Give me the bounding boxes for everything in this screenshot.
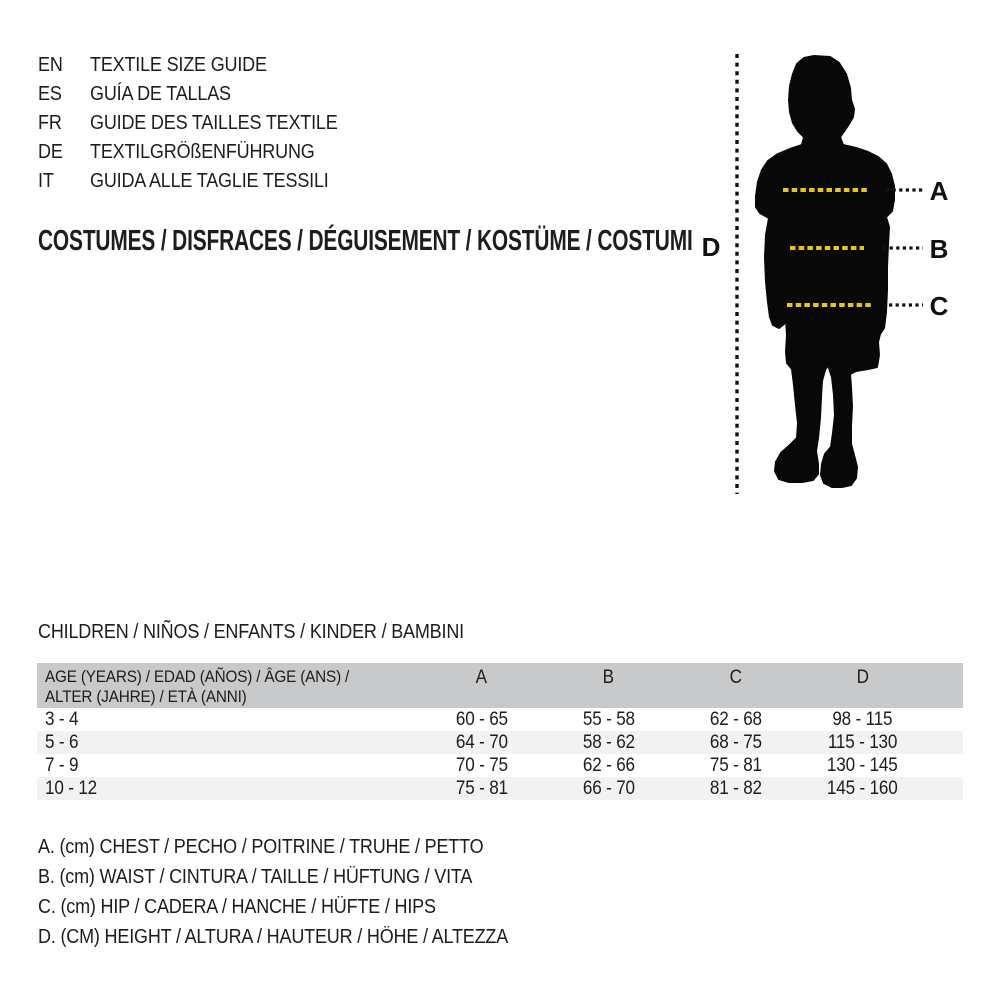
hip-cell — [672, 732, 799, 754]
chest-value: 75 - 81 — [455, 777, 508, 799]
waist-cell — [545, 732, 672, 754]
legend-item-waist-text: B. (cm) WAIST / CINTURA / TAILLE / HÜFTUNG / VITA — [38, 866, 473, 888]
language-title: TEXTILGRÖßENFÜHRUNG — [90, 141, 315, 163]
height-value: 115 - 130 — [827, 731, 898, 753]
category-title-text: COSTUMES / DISFRACES / DÉGUISEMENT / KOSTÜME / COSTUMI — [38, 225, 693, 257]
column-header-c — [672, 667, 799, 708]
table-row — [37, 754, 963, 777]
chest-value: 70 - 75 — [455, 754, 508, 776]
child-measurement-figure — [690, 30, 990, 510]
legend-item-height — [38, 922, 560, 952]
height-cell — [799, 732, 926, 754]
chest-cell — [418, 755, 545, 777]
language-row — [38, 51, 365, 80]
age-value: 10 - 12 — [45, 777, 97, 799]
table-section-title — [38, 621, 511, 644]
language-row — [38, 80, 365, 109]
language-title-list — [38, 51, 365, 196]
height-value: 130 - 145 — [827, 754, 898, 776]
legend-item-hip — [38, 892, 560, 922]
waist-value: 58 - 62 — [582, 731, 635, 753]
hip-value: 62 - 68 — [709, 708, 762, 730]
measure-label-c: C — [929, 291, 949, 321]
language-title: TEXTILE SIZE GUIDE — [90, 54, 267, 76]
chest-cell — [418, 778, 545, 800]
measurement-legend — [38, 832, 560, 952]
language-code: ES — [38, 83, 62, 105]
column-header-a-text: A — [475, 667, 488, 688]
language-code: DE — [38, 141, 63, 163]
hip-value: 81 - 82 — [709, 777, 762, 799]
language-code: EN — [38, 54, 63, 76]
column-header-b-text: B — [602, 667, 615, 688]
column-header-c-text: C — [729, 667, 742, 688]
age-cell — [37, 732, 418, 754]
children-size-table — [37, 663, 963, 800]
chest-cell — [418, 732, 545, 754]
column-header-a — [418, 667, 545, 708]
waist-value: 55 - 58 — [582, 708, 635, 730]
height-value: 98 - 115 — [832, 708, 893, 730]
age-column-header-line1: AGE (YEARS) / EDAD (AÑOS) / ÂGE (ANS) / — [45, 667, 350, 686]
age-column-header-line2: ALTER (JAHRE) / ETÀ (ANNI) — [45, 687, 247, 706]
hip-cell — [672, 709, 799, 731]
measure-label-d: D — [701, 232, 721, 262]
age-value: 3 - 4 — [45, 708, 79, 730]
column-header-d — [799, 667, 926, 708]
age-cell — [37, 709, 418, 731]
table-row — [37, 731, 963, 754]
legend-item-height-text: D. (CM) HEIGHT / ALTURA / HAUTEUR / HÖHE / ALTEZZA — [38, 926, 509, 948]
language-title: GUIDE DES TAILLES TEXTILE — [90, 112, 338, 134]
height-value: 145 - 160 — [827, 777, 898, 799]
language-row — [38, 167, 365, 196]
measure-label-b: B — [929, 234, 949, 264]
chest-value: 60 - 65 — [455, 708, 508, 730]
hip-value: 68 - 75 — [709, 731, 762, 753]
age-value: 5 - 6 — [45, 731, 79, 753]
language-code: IT — [38, 170, 54, 192]
waist-value: 62 - 66 — [582, 754, 635, 776]
table-header-row — [37, 663, 963, 708]
column-header-d-text: D — [856, 667, 869, 688]
legend-item-waist — [38, 862, 560, 892]
hip-cell — [672, 755, 799, 777]
language-title: GUÍA DE TALLAS — [90, 83, 231, 105]
age-column-header — [37, 667, 418, 708]
waist-cell — [545, 755, 672, 777]
language-row — [38, 138, 365, 167]
height-cell — [799, 755, 926, 777]
legend-item-chest — [38, 832, 560, 862]
child-silhouette — [756, 56, 894, 487]
legend-item-hip-text: C. (cm) HIP / CADERA / HANCHE / HÜFTE / HIPS — [38, 896, 436, 918]
measure-label-a: A — [929, 176, 949, 206]
chest-cell — [418, 709, 545, 731]
table-row — [37, 777, 963, 800]
waist-value: 66 - 70 — [582, 777, 635, 799]
height-cell — [799, 778, 926, 800]
language-code: FR — [38, 112, 62, 134]
hip-value: 75 - 81 — [709, 754, 762, 776]
legend-item-chest-text: A. (cm) CHEST / PECHO / POITRINE / TRUHE / PETTO — [38, 836, 484, 858]
table-row — [37, 708, 963, 731]
hip-cell — [672, 778, 799, 800]
age-cell — [37, 755, 418, 777]
waist-cell — [545, 709, 672, 731]
waist-cell — [545, 778, 672, 800]
age-cell — [37, 778, 418, 800]
table-section-title-text: CHILDREN / NIÑOS / ENFANTS / KINDER / BAMBINI — [38, 621, 464, 643]
column-header-b — [545, 667, 672, 708]
language-row — [38, 109, 365, 138]
age-value: 7 - 9 — [45, 754, 79, 776]
height-cell — [799, 709, 926, 731]
chest-value: 64 - 70 — [455, 731, 508, 753]
header-spacer — [926, 667, 963, 708]
language-title: GUIDA ALLE TAGLIE TESSILI — [90, 170, 329, 192]
